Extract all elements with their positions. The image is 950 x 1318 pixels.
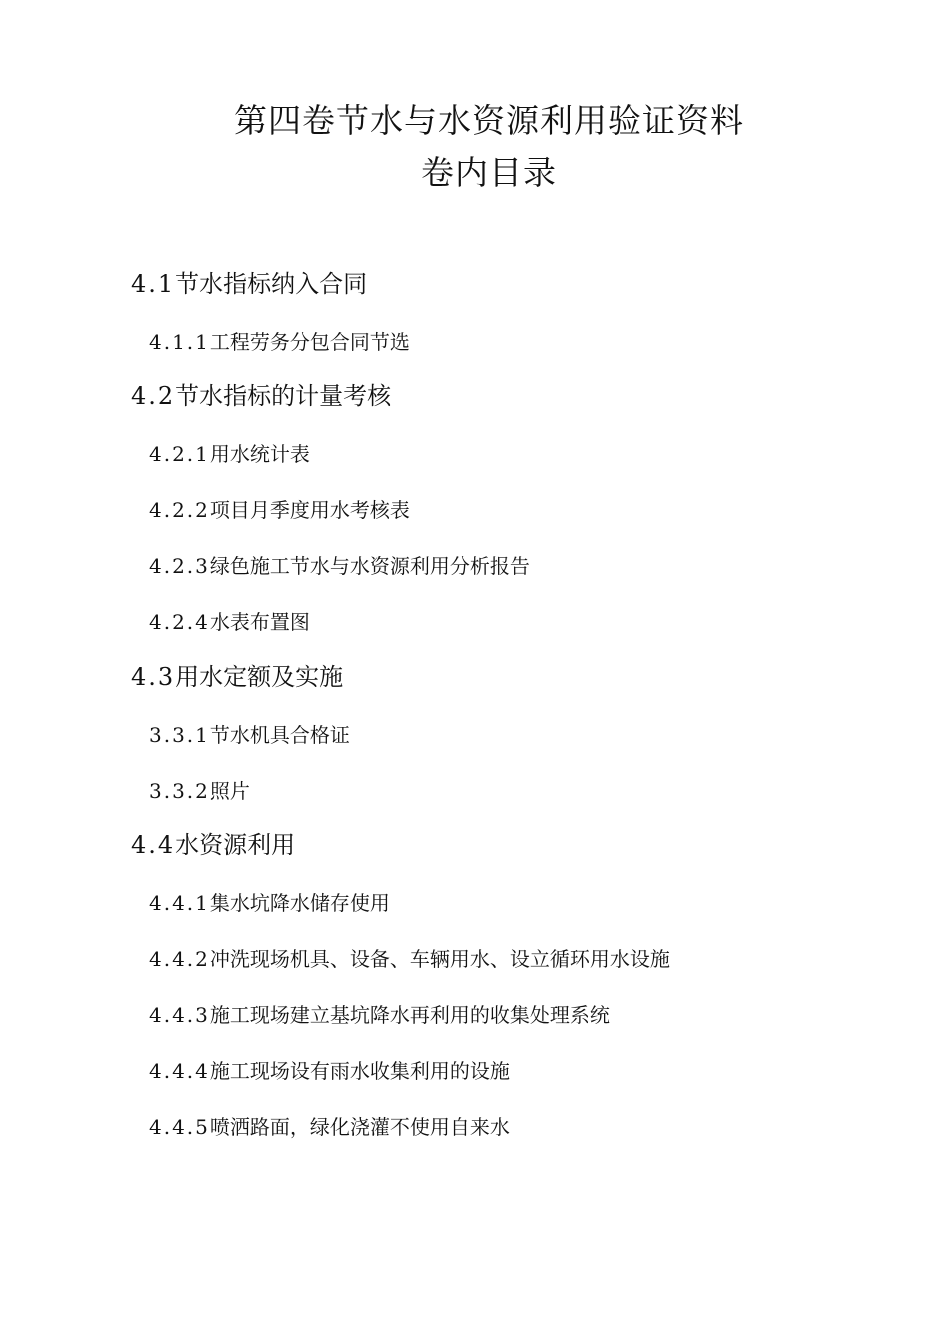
toc-text: 工程劳务分包合同节选 — [209, 330, 410, 354]
toc-text: 施工现场建立基坑降水再利用的收集处理系统 — [209, 1003, 610, 1027]
toc-text: 节水指标纳入合同 — [175, 270, 368, 298]
toc-number: 4.1.1 — [149, 330, 210, 354]
document-subtitle: 卷内目录 — [421, 153, 557, 192]
toc-number: 3.3.2 — [149, 779, 210, 803]
toc-section-4-3 — [131, 662, 343, 692]
document-title: 第四卷节水与水资源利用验证资料 — [234, 101, 744, 140]
toc-text: 喷洒路面，绿化浇灌不使用自来水 — [209, 1115, 510, 1139]
toc-item-4-4-3 — [149, 1002, 610, 1028]
toc-number: 4.3 — [131, 663, 176, 691]
toc-item-4-4-4 — [149, 1058, 510, 1084]
toc-section-4-2 — [131, 381, 391, 411]
toc-item-4-4-2 — [149, 946, 670, 972]
toc-number: 4.2.1 — [149, 442, 210, 466]
toc-item-4-2-2 — [149, 497, 410, 523]
toc-text: 用水统计表 — [209, 442, 310, 466]
toc-number: 4.4.4 — [149, 1059, 210, 1083]
toc-number: 3.3.1 — [149, 723, 210, 747]
toc-text: 节水指标的计量考核 — [175, 382, 392, 410]
toc-item-4-2-3 — [149, 553, 530, 579]
toc-number: 4.2.4 — [149, 610, 210, 634]
toc-text: 冲洗现场机具、设备、车辆用水、设立循环用水设施 — [209, 947, 670, 971]
toc-number: 4.4.1 — [149, 891, 210, 915]
toc-text: 节水机具合格证 — [209, 723, 350, 747]
toc-number: 4.4.2 — [149, 947, 210, 971]
toc-number: 4.4 — [131, 831, 176, 859]
toc-text: 水资源利用 — [175, 831, 296, 859]
toc-section-4-4 — [131, 830, 295, 860]
toc-item-3-3-1 — [149, 722, 350, 748]
toc-text: 项目月季度用水考核表 — [209, 498, 410, 522]
toc-text: 绿色施工节水与水资源利用分析报告 — [209, 554, 530, 578]
toc-text: 照片 — [209, 779, 250, 803]
toc-item-3-3-2 — [149, 778, 250, 804]
toc-item-4-1-1 — [149, 329, 410, 355]
toc-item-4-2-4 — [149, 609, 310, 635]
toc-number: 4.2.2 — [149, 498, 210, 522]
toc-text: 集水坑降水储存使用 — [209, 891, 390, 915]
toc-item-4-2-1 — [149, 441, 310, 467]
toc-number: 4.2.3 — [149, 554, 210, 578]
toc-item-4-4-5 — [149, 1114, 510, 1140]
toc-number: 4.4.3 — [149, 1003, 210, 1027]
toc-section-4-1 — [131, 269, 367, 299]
toc-text: 水表布置图 — [209, 610, 310, 634]
toc-number: 4.2 — [131, 382, 176, 410]
toc-number: 4.4.5 — [149, 1115, 210, 1139]
toc-text: 施工现场设有雨水收集利用的设施 — [209, 1059, 510, 1083]
toc-text: 用水定额及实施 — [175, 663, 344, 691]
toc-item-4-4-1 — [149, 890, 390, 916]
toc-number: 4.1 — [131, 270, 176, 298]
